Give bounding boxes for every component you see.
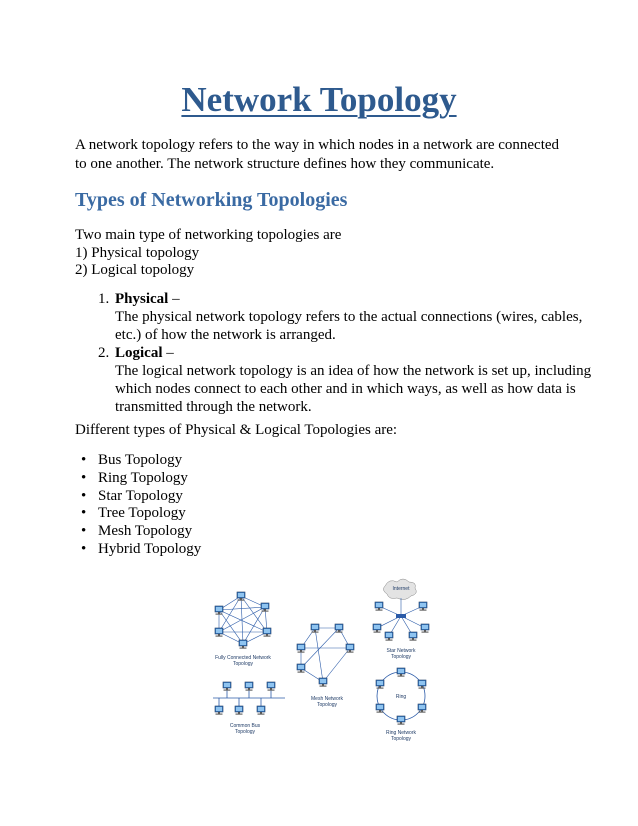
different-types-paragraph: Different types of Physical & Logical Topologies are: <box>75 422 398 438</box>
intro-paragraph: A network topology refers to the way in which nodes in a network are connected to one another. The network structure defines how they communicate. <box>75 137 560 172</box>
numbered-item-physical <box>113 290 593 344</box>
mesh-caption-1: Mesh Network <box>311 696 343 702</box>
internet-label: Internet <box>392 586 410 592</box>
star-caption-1: Star Network <box>386 648 416 654</box>
common-bus-caption-2: Topology <box>234 729 256 735</box>
bullet-item: • Bus Topology <box>98 452 201 470</box>
numbered-item-label: Physical <box>115 291 169 307</box>
common-bus-caption-1: Common Bus <box>229 723 261 729</box>
mesh-caption-2: Topology <box>316 702 338 708</box>
numbered-item-logical <box>113 344 593 416</box>
topology-bullet-list <box>75 452 201 559</box>
ring-caption-1: Ring Network <box>385 730 417 736</box>
numbered-item-label: Logical <box>115 345 163 361</box>
bullet-item: • Ring Topology <box>98 470 201 488</box>
numbered-item-dash: – <box>162 345 174 361</box>
bullet-item: • Star Topology <box>98 488 201 506</box>
bullet-item: • Hybrid Topology <box>98 541 201 559</box>
fully-connected-topology <box>219 596 267 644</box>
fully-connected-caption-1: Fully Connected Network <box>215 655 271 661</box>
numbered-item-dash: – <box>168 291 180 307</box>
star-caption-2: Topology <box>390 654 412 660</box>
mesh-topology <box>301 628 350 682</box>
star-hub <box>396 614 406 618</box>
types-intro-line3: 2) Logical topology <box>75 262 195 278</box>
bullet-item: • Mesh Topology <box>98 523 201 541</box>
network-topologies-diagram <box>205 572 445 748</box>
common-bus-topology <box>213 690 285 706</box>
types-intro-line1: Two main type of networking topologies are <box>75 227 342 243</box>
section-heading: Types of Networking Topologies <box>75 189 348 211</box>
page-title: Network Topology <box>181 80 457 119</box>
ring-caption-2: Topology <box>390 736 412 742</box>
numbered-item-text: The physical network topology refers to the actual connections (wires, cables, etc.) of how the network is arranged. <box>115 309 583 343</box>
types-intro-line2: 1) Physical topology <box>75 245 200 261</box>
ring-label: Ring <box>395 694 407 700</box>
topology-numbered-list <box>75 290 593 416</box>
bullet-item: • Tree Topology <box>98 505 201 523</box>
numbered-item-text: The logical network topology is an idea of how the network is set up, including which nodes connect to each other and in which ways, as well as how data is transmitted through the network. <box>115 363 592 415</box>
fully-connected-caption-2: Topology <box>232 661 254 667</box>
